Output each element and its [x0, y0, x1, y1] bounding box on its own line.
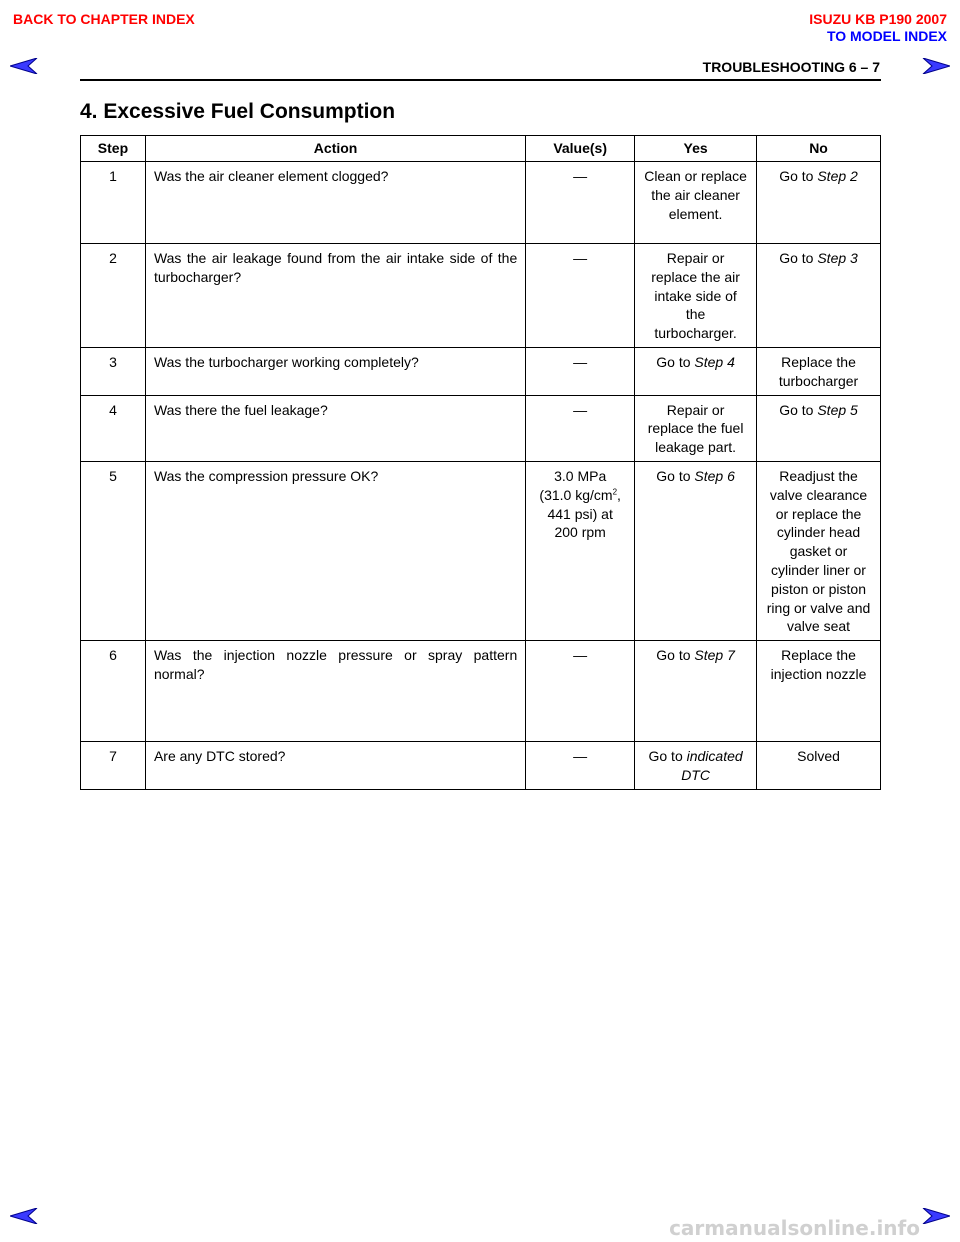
action-cell: Was the turbocharger working completely?: [145, 348, 525, 396]
yes-cell: [635, 641, 757, 742]
step-reference: Step 4: [694, 354, 735, 370]
table-row: [81, 742, 881, 790]
header-values: Value(s): [526, 136, 635, 162]
table-row: [81, 162, 881, 244]
value-line: 200 rpm: [554, 524, 606, 541]
action-cell: Was the air leakage found from the air intake side of the turbocharger?: [145, 244, 525, 348]
goto-label: Go to: [779, 168, 818, 184]
yes-cell: Clean or replace the air cleaner element.: [635, 162, 757, 244]
table-row: [81, 244, 881, 348]
watermark: carmanualsonline.info: [669, 1216, 920, 1240]
step-number: 4: [81, 395, 146, 461]
value-line: 441 psi) at: [547, 505, 613, 522]
action-cell: Are any DTC stored?: [145, 742, 525, 790]
value-line: [534, 486, 626, 505]
action-cell: Was there the fuel leakage?: [145, 395, 525, 461]
model-name-link[interactable]: ISUZU KB P190 2007: [809, 11, 947, 27]
yes-cell: [635, 348, 757, 396]
page-title: 4. Excessive Fuel Consumption: [80, 100, 396, 123]
no-cell: Readjust the valve clearance or replace the cylinder head gasket or cylinder liner or piston or piston ring or valve and valve seat: [757, 461, 881, 640]
superscript: 2: [612, 487, 618, 497]
goto-label: Go to: [648, 748, 687, 765]
no-cell: [757, 395, 881, 461]
section-header: TROUBLESHOOTING 6 – 7: [702, 59, 880, 75]
no-cell: Replace the injection nozzle: [757, 641, 881, 742]
action-cell: Was the compression pressure OK?: [145, 461, 525, 640]
to-model-index-link[interactable]: TO MODEL INDEX: [826, 28, 947, 44]
header-no: No: [757, 136, 881, 162]
value-cell: —: [526, 395, 635, 461]
value-cell: —: [526, 244, 635, 348]
step-number: 5: [81, 461, 146, 640]
table-header-row: [81, 136, 881, 162]
yes-cell: Repair or replace the air intake side of the turbocharger.: [635, 244, 757, 348]
table-row: [81, 348, 881, 396]
no-cell: Solved: [757, 742, 881, 790]
arrow-left-icon[interactable]: [10, 1208, 38, 1224]
value-cell: [526, 461, 635, 640]
goto-label: Go to: [779, 401, 818, 418]
table-row: [81, 641, 881, 742]
table-row: [81, 395, 881, 461]
value-cell: —: [526, 641, 635, 742]
header-rule: [80, 79, 881, 81]
step-number: 7: [81, 742, 146, 790]
step-reference: Step 2: [817, 168, 858, 184]
header-action: Action: [145, 136, 525, 162]
value-text: ,: [617, 486, 621, 503]
step-number: 1: [81, 162, 146, 244]
step-reference: Step 7: [694, 647, 735, 664]
value-line: 3.0 MPa: [554, 467, 607, 484]
step-number: 3: [81, 348, 146, 396]
no-cell: Replace the turbocharger: [757, 348, 881, 396]
no-cell: [757, 244, 881, 348]
value-cell: —: [526, 348, 635, 396]
goto-label: Go to: [656, 467, 695, 484]
goto-label: Go to: [779, 250, 818, 266]
yes-cell: [635, 461, 757, 640]
value-text: (31.0 kg/cm: [539, 486, 613, 503]
arrow-right-icon[interactable]: [922, 1208, 950, 1224]
model-nav: [809, 11, 947, 45]
value-cell: —: [526, 742, 635, 790]
value-cell: —: [526, 162, 635, 244]
yes-cell: Repair or replace the fuel leakage part.: [635, 395, 757, 461]
step-reference: Step 5: [817, 401, 858, 418]
step-reference: Step 6: [694, 467, 735, 484]
yes-cell: [635, 742, 757, 790]
step-reference: indicated DTC: [681, 748, 743, 783]
arrow-right-icon[interactable]: [922, 58, 950, 74]
back-to-chapter-index-link[interactable]: BACK TO CHAPTER INDEX: [13, 11, 195, 27]
step-number: 6: [81, 641, 146, 742]
header-yes: Yes: [635, 136, 757, 162]
table-row: [81, 461, 881, 640]
step-number: 2: [81, 244, 146, 348]
action-cell: Was the injection nozzle pressure or spray pattern normal?: [145, 641, 525, 742]
action-cell: Was the air cleaner element clogged?: [145, 162, 525, 244]
goto-label: Go to: [656, 354, 695, 370]
troubleshooting-table: [80, 135, 881, 790]
header-step: Step: [81, 136, 146, 162]
no-cell: [757, 162, 881, 244]
goto-label: Go to: [656, 647, 695, 664]
step-reference: Step 3: [817, 250, 858, 266]
arrow-left-icon[interactable]: [10, 58, 38, 74]
